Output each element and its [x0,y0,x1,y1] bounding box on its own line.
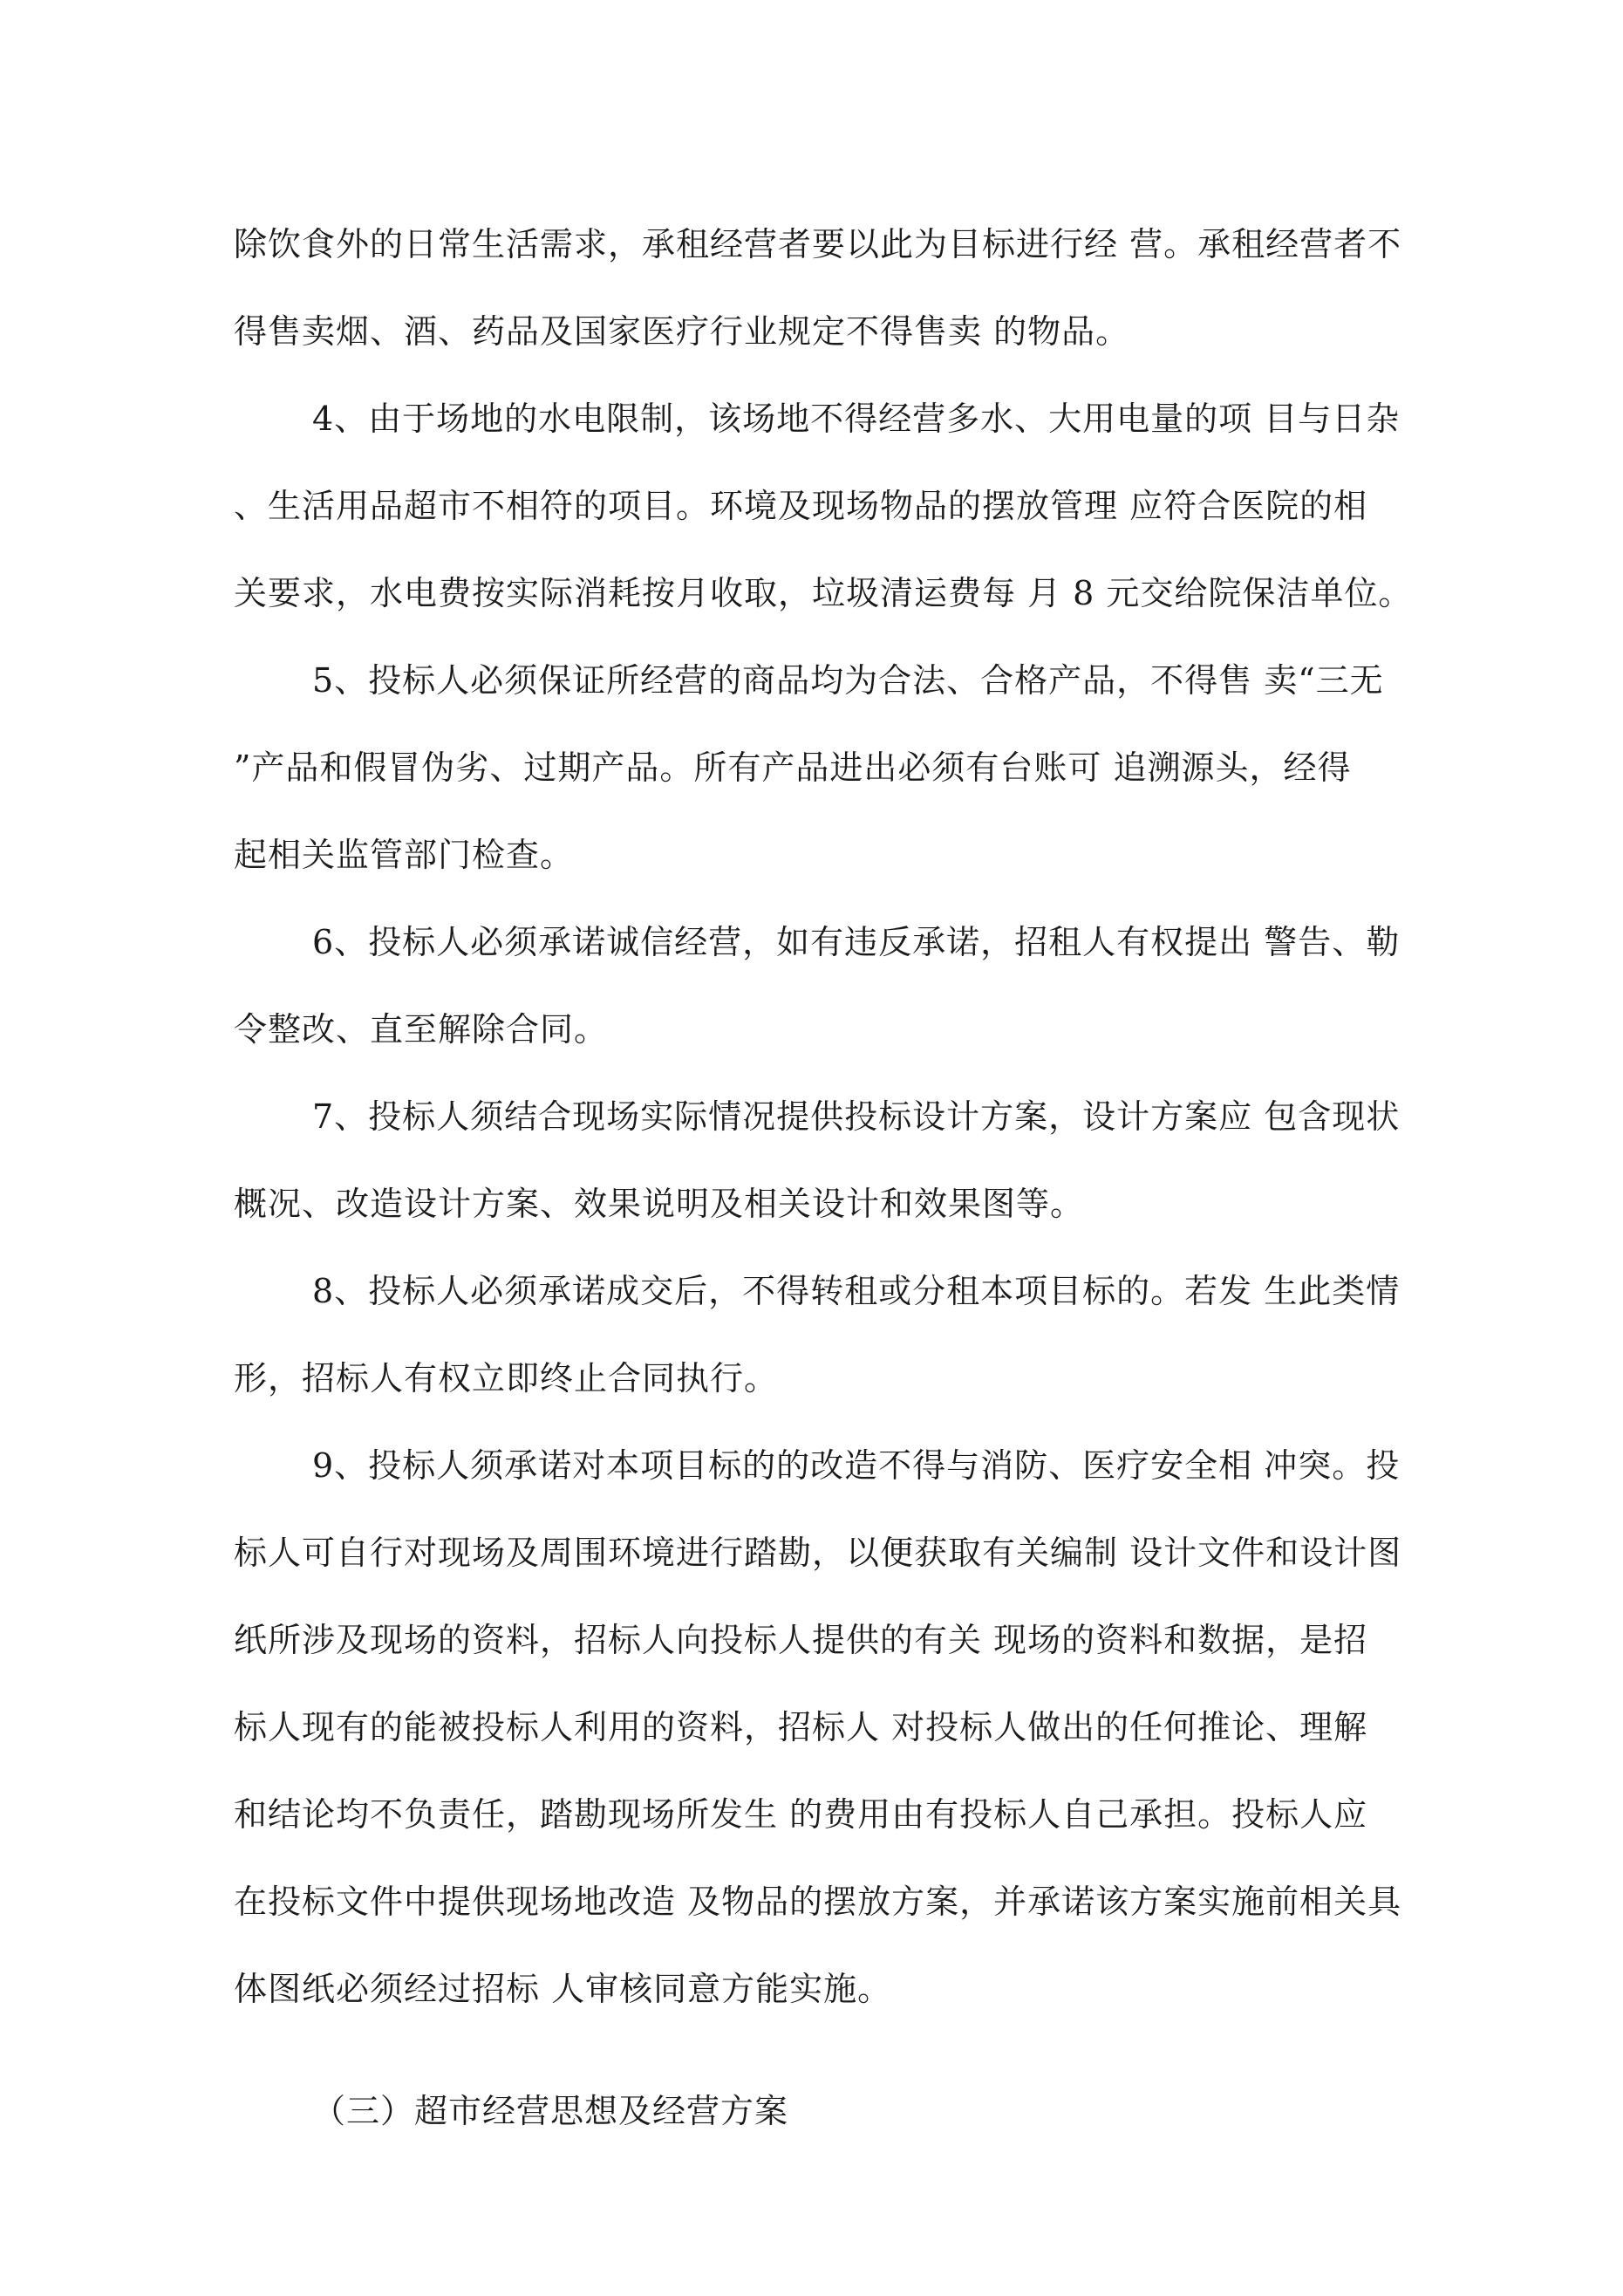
text-line: 、生活用品超市不相符的项目。环境及现场物品的摆放管理 应符合医院的相 [234,487,1368,525]
text-line: 关要求，水电费按实际消耗按月收取，垃圾清运费每 月 8 元交给院保洁单位。 [234,574,1413,612]
text-line: 令整改、直至解除合同。 [234,1010,609,1049]
text-line: 形，招标人有权立即终止合同执行。 [234,1359,779,1397]
text-line: 4、由于场地的水电限制，该场地不得经营多水、大用电量的项 目与日杂 [312,400,1401,438]
text-line: 得售卖烟、酒、药品及国家医疗行业规定不得售卖 的物品。 [234,312,1130,351]
text-line: 7、投标人须结合现场实际情况提供投标设计方案，设计方案应 包含现状 [312,1097,1401,1136]
text-line: 8、投标人必须承诺成交后，不得转租或分租本项目标的。若发 生此类情 [312,1272,1401,1310]
text-line: 6、投标人必须承诺诚信经营，如有违反承诺，招租人有权提出 警告、勒 [312,923,1401,961]
paragraph-1 [234,201,1402,375]
text-line: 概况、改造设计方案、效果说明及相关设计和效果图等。 [234,1185,1085,1223]
text-line: ”产品和假冒伪劣、过期产品。所有产品进出必须有台账可 追溯源头，经得 [234,748,1352,787]
document-page [234,201,1413,2155]
text-line: 标人现有的能被投标人利用的资料，招标人 对投标人做出的任何推论、理解 [234,1708,1368,1746]
paragraph-item-7 [234,1073,1402,1247]
text-line: 纸所涉及现场的资料，招标人向投标人提供的有关 现场的资料和数据，是招 [234,1621,1368,1659]
text-line: 体图纸必须经过招标 人审核同意方能实施。 [234,1970,892,2008]
paragraph-item-4 [234,375,1413,637]
text-line: 5、投标人必须保证所经营的商品均为合法、合格产品，不得售 卖“三无 [312,661,1384,700]
text-line: 和结论均不负责任，踏勘现场所发生 的费用由有投标人自己承担。投标人应 [234,1795,1368,1834]
text-line: 9、投标人须承诺对本项目标的的改造不得与消防、医疗安全相 冲突。投 [312,1446,1401,1485]
paragraph-item-9 [234,1422,1402,2033]
text-line: 标人可自行对现场及周围环境进行踏勘，以便获取有关编制 设计文件和设计图 [234,1534,1402,1572]
paragraph-item-6 [234,899,1402,1073]
text-line: 在投标文件中提供现场地改造 及物品的摆放方案，并承诺该方案实施前相关具 [234,1883,1402,1921]
paragraph-item-8 [234,1247,1402,1422]
section-heading: （三）超市经营思想及经营方案 [312,2092,789,2130]
text-line: 除饮食外的日常生活需求，承租经营者要以此为目标进行经 营。承租经营者不 [234,225,1402,263]
paragraph-item-5 [234,637,1402,899]
text-line: 起相关监管部门检查。 [234,836,575,874]
